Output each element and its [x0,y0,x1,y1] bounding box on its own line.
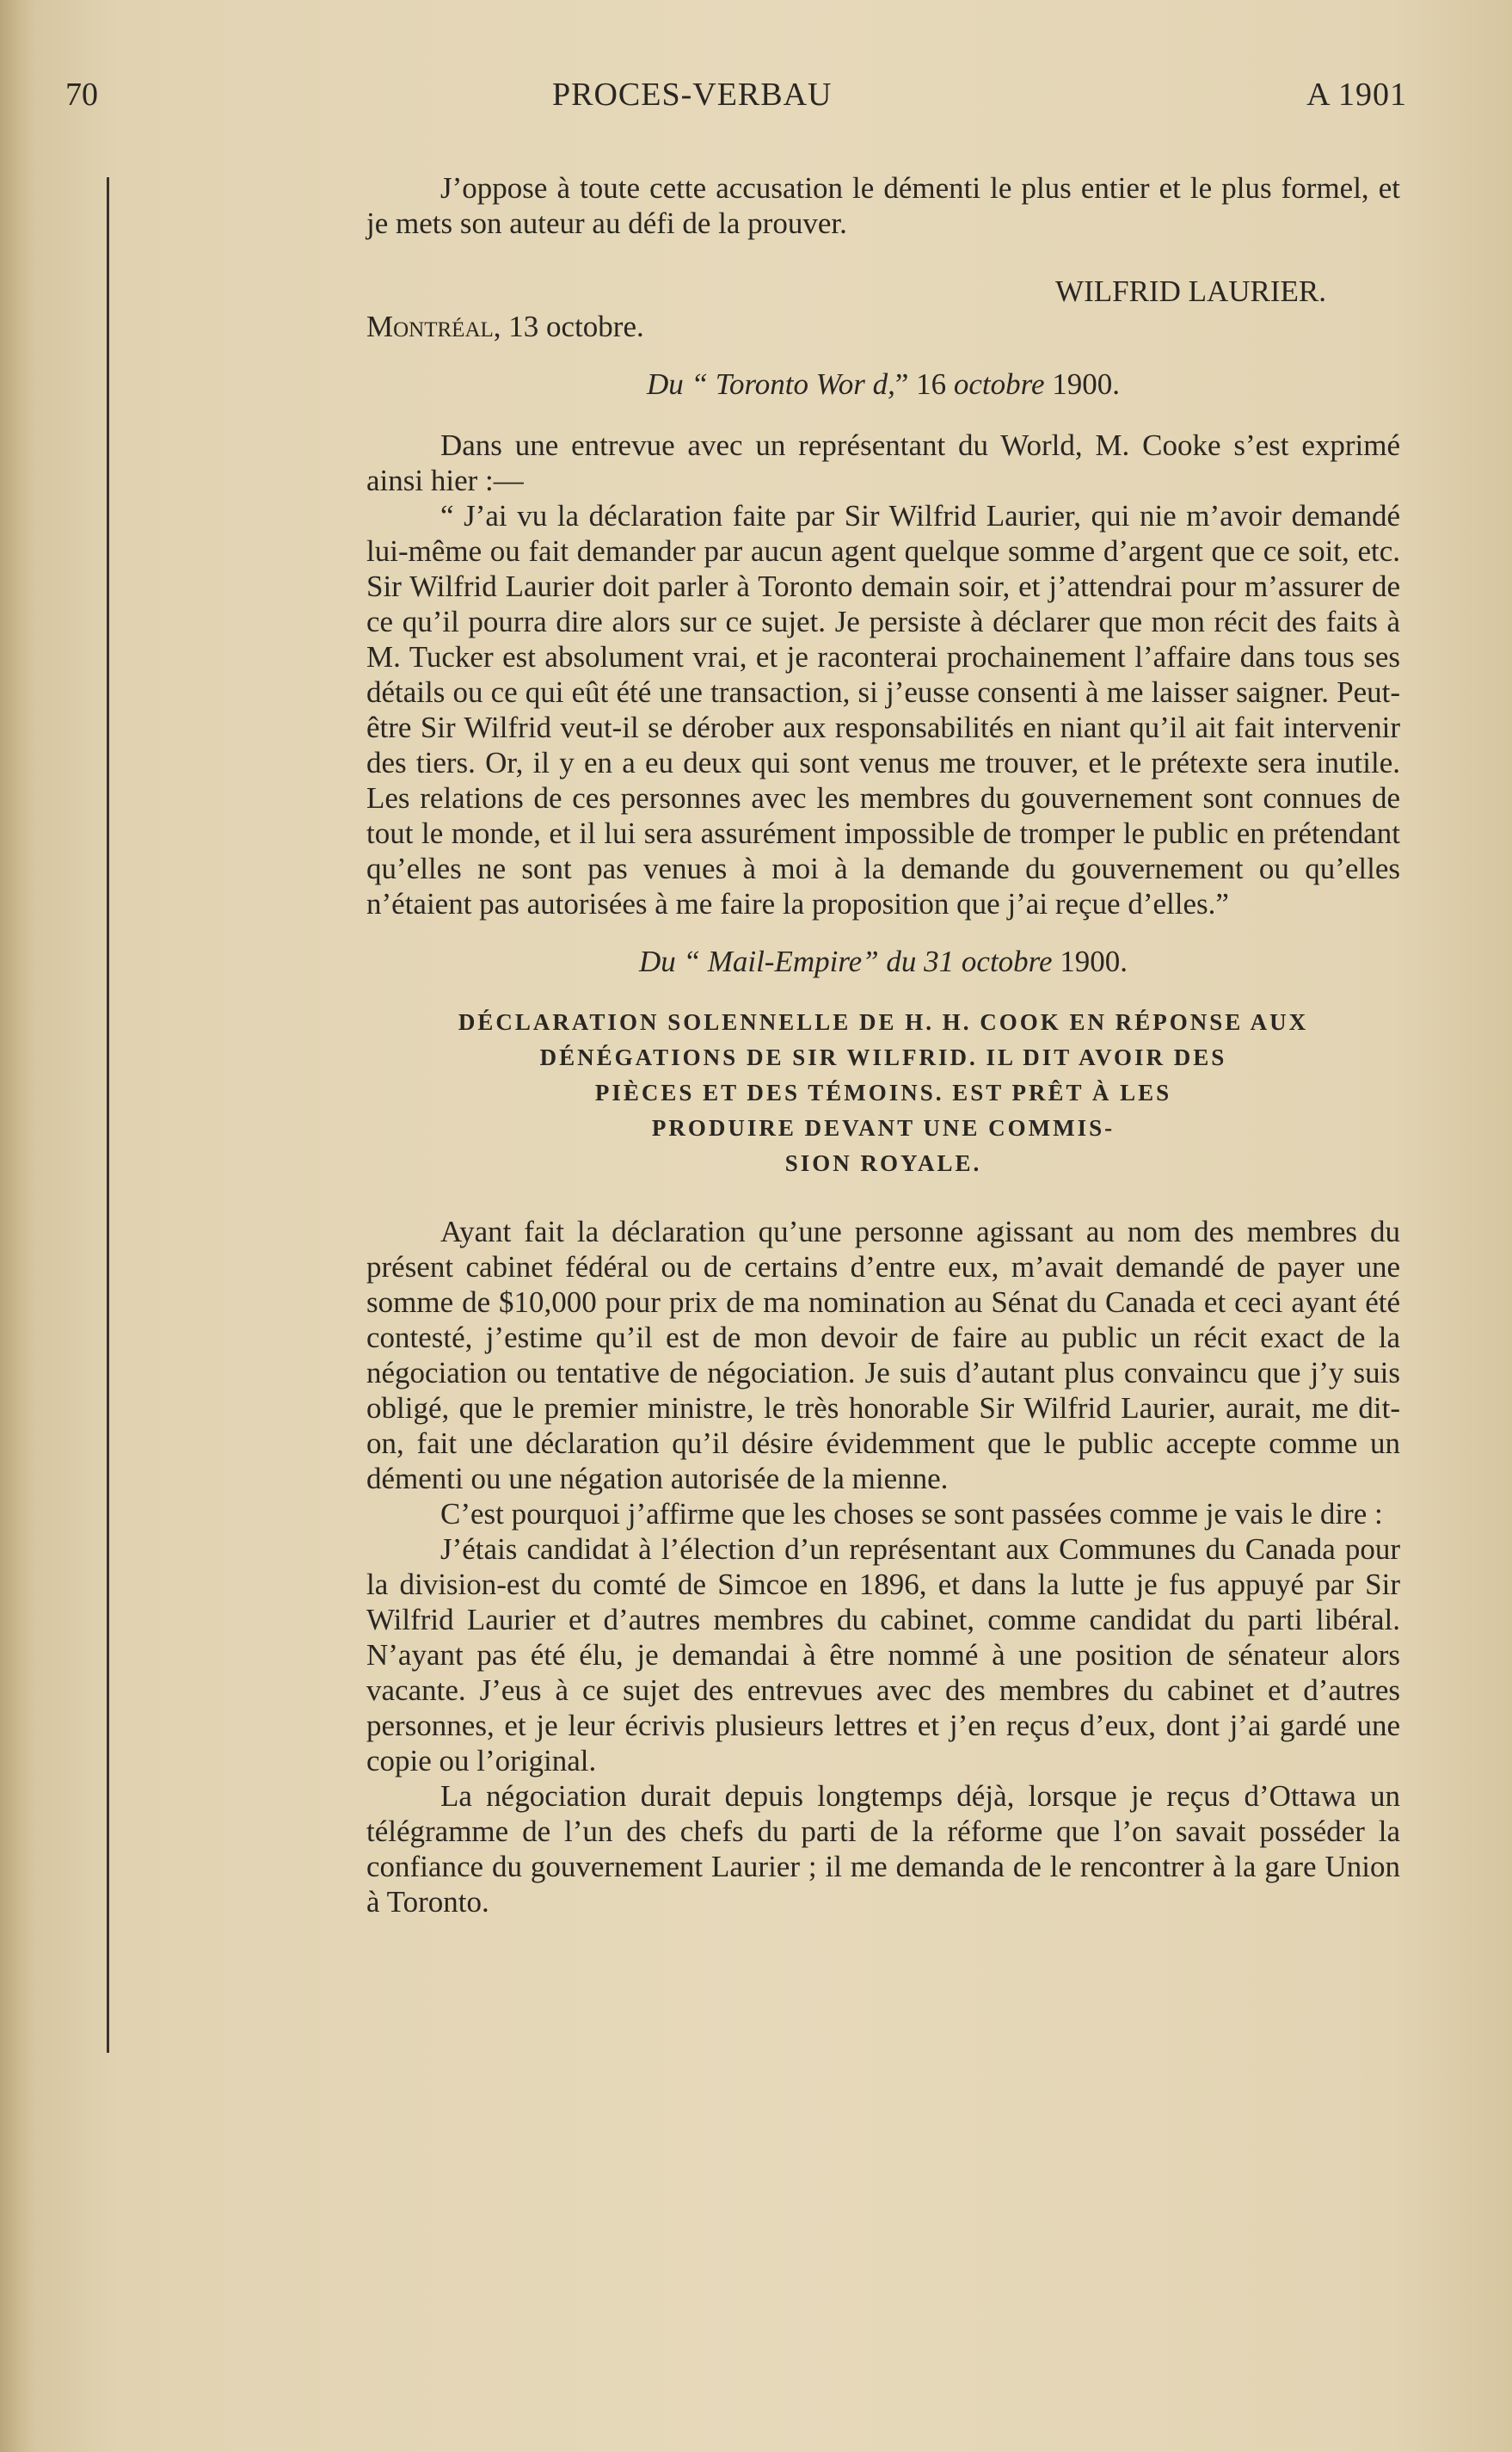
headline-line: PRODUIRE DEVANT UNE COMMIS- [651,1115,1116,1141]
source-year: 1900. [1044,367,1121,401]
source-suffix: ” du 31 [862,945,962,978]
source-name: Toronto Wor d, [715,367,895,401]
letter-date: 13 octobre. [501,310,644,343]
declaration-paragraph: J’étais candidat à l’élection d’un représentant aux Communes du Canada pour la division-est du comté de Simcoe en 1896, et dans la lutte je fus appuyé par Sir Wilfrid Laurier et d’autres membres du cabinet, comme candidat du parti libéral. N’ayant pas été élu, je demandai à être nommé à une position de sénateur alors vacante. J’eus à ce sujet des entrevues avec des membres du cabinet et d’autres personnes, et je leur écrivis plusieurs lettres et j’en reçus d’eux, dont j’ai gardé une copie ou l’original. [366,1532,1400,1777]
source-prefix: Du “ [638,945,708,978]
source-heading-mail-empire [366,944,1400,979]
body-text [366,170,1400,1919]
header-year: A 1901 [1306,77,1407,113]
source-suffix: ” 16 [894,367,954,401]
place-date [366,309,1400,344]
page-number: 70 [65,77,98,113]
headline-line: DÉNÉGATIONS DE SIR WILFRID. IL DIT AVOIR DES [539,1044,1227,1070]
source-year: 1900. [1052,945,1128,978]
place-name: Montréal, [366,310,501,343]
declaration-paragraph: La négociation durait depuis longtemps déjà, lorsque je reçus d’Ottawa un télégramme de l’un des chefs du parti de la réforme que l’on savait posséder la confiance du gouvernement Laurier ; il me demanda de le rencontrer à la gare Union à Toronto. [366,1779,1400,1919]
declaration-paragraph: Ayant fait la déclaration qu’une personne agissant au nom des membres du présent cabinet fédéral ou de certains d’entre eux, m’avait demandé de payer une somme de $10,000 pour prix de ma nomination au Sénat du Canada et ceci ayant été contesté, j’estime qu’il est de mon devoir de faire au public un récit exact de la négociation ou tentative de négociation. Je suis d’autant plus convaincu que j’y suis obligé, que le premier ministre, le très honorable Sir Wilfrid Laurier, aurait, me dit-on, fait une déclaration qu’il désire évidemment que le public accepte comme un démenti ou une négation autorisée de la mienne. [366,1215,1400,1495]
headline-line: DÉCLARATION SOLENNELLE DE H. H. COOK EN RÉPONSE AUX [458,1009,1309,1035]
source-heading-toronto-world [366,367,1400,402]
headline [401,1005,1366,1181]
source-month: octobre [961,945,1053,978]
letter-paragraph: J’oppose à toute cette accusation le démenti le plus entier et le plus formel, et je mets son auteur au défi de la prouver. [366,171,1400,240]
source-month: octobre [953,367,1045,401]
page-spine-shadow [0,0,34,2452]
interview-quote: “ J’ai vu la déclaration faite par Sir Wilfrid Laurier, qui nie m’avoir demandé lui-même ou fait demander par aucun agent quelque somme d’argent que ce soit, etc. Sir Wilfrid Laurier doit parler à Toronto demain soir, et j’attendrai pour m’assurer de ce qu’il pourra dire alors sur ce sujet. Je persiste à déclarer que mon récit des faits à M. Tucker est absolument vrai, et je raconterai prochainement l’affaire dans tous ses détails ou ce qui eût été une transaction, si j’eusse consenti à me laisser saigner. Peut-être Sir Wilfrid veut-il se dérober aux responsabilités en niant qu’il ait fait intervenir des tiers. Or, il y en a eu deux qui sont venus me trouver, et le prétexte sera inutile. Les relations de ces personnes avec les membres du gouvernement sont connues de tout le monde, et il lui sera assurément impossible de tromper le public en prétendant qu’elles ne sont pas venues à moi à la demande du gouvernement ou qu’elles n’étaient pas autorisées à me faire la proposition que j’ai reçue d’elles.” [366,499,1400,921]
headline-line: PIÈCES ET DES TÉMOINS. EST PRÊT À LES [594,1080,1172,1106]
source-name: Mail-Empire [707,945,863,978]
header-title: PROCES-VERBAU [552,77,833,113]
declaration-paragraph: C’est pourquoi j’affirme que les choses se sont passées comme je vais le dire : [440,1497,1383,1531]
headline-line: SION ROYALE. [784,1150,982,1176]
margin-rule [107,177,109,2053]
interview-intro: Dans une entrevue avec un représentant du World, M. Cooke s’est exprimé ainsi hier :— [366,428,1400,497]
running-header [65,76,1407,120]
source-prefix: Du “ [646,367,716,401]
signature: WILFRID LAURIER. [1055,274,1326,308]
